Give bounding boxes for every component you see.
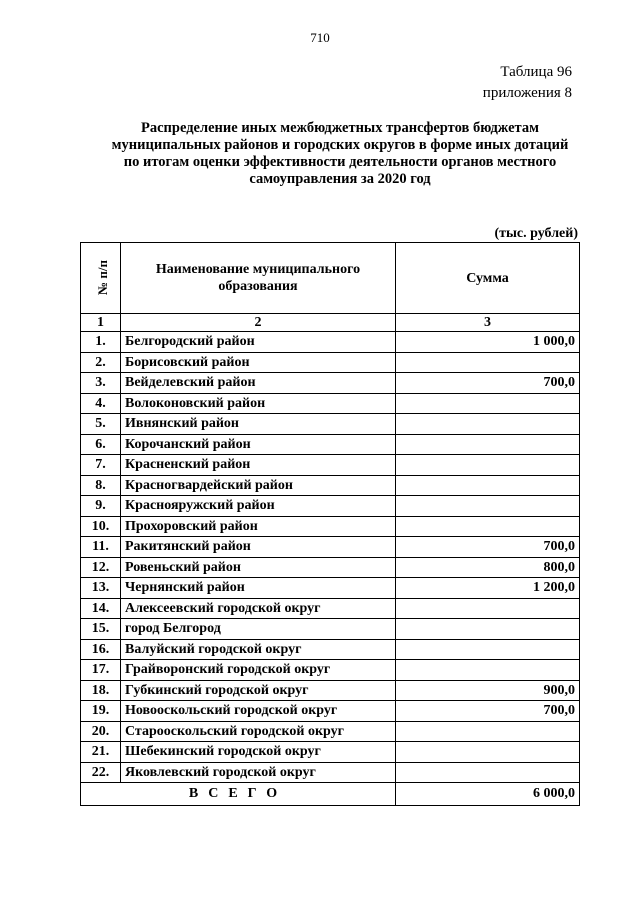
table-row xyxy=(81,516,580,537)
header-num: № п/п xyxy=(94,260,110,295)
row-sum xyxy=(396,393,580,414)
row-number: 6. xyxy=(81,434,121,455)
table-row xyxy=(81,455,580,476)
row-name: Чернянский район xyxy=(121,578,396,599)
row-name: Борисовский район xyxy=(121,352,396,373)
table-row xyxy=(81,680,580,701)
table-row xyxy=(81,578,580,599)
table-reference xyxy=(483,62,572,104)
row-number: 19. xyxy=(81,701,121,722)
table-row xyxy=(81,434,580,455)
table-row xyxy=(81,557,580,578)
row-number: 8. xyxy=(81,475,121,496)
table-row xyxy=(81,721,580,742)
row-sum xyxy=(396,660,580,681)
row-number: 17. xyxy=(81,660,121,681)
table-row xyxy=(81,414,580,435)
title-line1: Распределение иных межбюджетных трансфертов бюджетам xyxy=(141,120,539,136)
row-name: Шебекинский городской округ xyxy=(121,742,396,763)
row-number: 7. xyxy=(81,455,121,476)
row-sum: 1 200,0 xyxy=(396,578,580,599)
row-sum xyxy=(396,762,580,783)
row-sum xyxy=(396,434,580,455)
row-number: 9. xyxy=(81,496,121,517)
row-name: Новооскольский городской округ xyxy=(121,701,396,722)
row-name: Белгородский район xyxy=(121,332,396,353)
title-line3: по итогам оценки эффективности деятельности органов местного xyxy=(123,154,557,170)
row-sum xyxy=(396,352,580,373)
row-number: 5. xyxy=(81,414,121,435)
header-sum: Сумма xyxy=(396,243,580,314)
row-name: Алексеевский городской округ xyxy=(121,598,396,619)
table-row xyxy=(81,701,580,722)
row-number: 21. xyxy=(81,742,121,763)
row-sum xyxy=(396,742,580,763)
column-index-row xyxy=(81,314,580,332)
row-name: Ровеньский район xyxy=(121,557,396,578)
header-name: Наименование муниципального образования xyxy=(121,243,396,314)
header-num-cell xyxy=(81,243,121,314)
row-sum xyxy=(396,619,580,640)
total-label: ВСЕГО xyxy=(188,786,288,801)
row-number: 16. xyxy=(81,639,121,660)
table-body xyxy=(81,314,580,783)
row-sum xyxy=(396,516,580,537)
table-header-row xyxy=(81,243,580,314)
table-row xyxy=(81,352,580,373)
table-row xyxy=(81,496,580,517)
table-row xyxy=(81,475,580,496)
row-number: 12. xyxy=(81,557,121,578)
row-name: Ракитянский район xyxy=(121,537,396,558)
table-row xyxy=(81,393,580,414)
row-name: Грайворонский городской округ xyxy=(121,660,396,681)
table-row xyxy=(81,762,580,783)
row-name: Вейделевский район xyxy=(121,373,396,394)
index-col-2: 2 xyxy=(121,314,396,332)
row-sum xyxy=(396,455,580,476)
document-title xyxy=(90,120,590,188)
row-name: Волоконовский район xyxy=(121,393,396,414)
row-name: Старооскольский городской округ xyxy=(121,721,396,742)
row-name: Корочанский район xyxy=(121,434,396,455)
table-row xyxy=(81,619,580,640)
row-sum xyxy=(396,414,580,435)
table-ref-line1: Таблица 96 xyxy=(500,64,572,80)
total-row xyxy=(81,783,580,806)
row-number: 15. xyxy=(81,619,121,640)
row-sum xyxy=(396,598,580,619)
total-sum: 6 000,0 xyxy=(396,783,580,806)
row-number: 4. xyxy=(81,393,121,414)
row-sum: 700,0 xyxy=(396,373,580,394)
table-row xyxy=(81,373,580,394)
index-col-3: 3 xyxy=(396,314,580,332)
total-label-cell xyxy=(81,783,396,806)
title-line4: самоуправления за 2020 год xyxy=(249,171,431,187)
table-ref-line2: приложения 8 xyxy=(482,85,572,101)
row-name: Краснояружский район xyxy=(121,496,396,517)
row-name: Губкинский городской округ xyxy=(121,680,396,701)
row-name: город Белгород xyxy=(121,619,396,640)
table-row xyxy=(81,660,580,681)
index-col-1: 1 xyxy=(81,314,121,332)
row-sum: 1 000,0 xyxy=(396,332,580,353)
table-row xyxy=(81,639,580,660)
row-number: 14. xyxy=(81,598,121,619)
row-sum xyxy=(396,721,580,742)
row-number: 13. xyxy=(81,578,121,599)
row-number: 11. xyxy=(81,537,121,558)
row-number: 10. xyxy=(81,516,121,537)
row-sum xyxy=(396,639,580,660)
row-name: Прохоровский район xyxy=(121,516,396,537)
row-name: Красногвардейский район xyxy=(121,475,396,496)
row-number: 2. xyxy=(81,352,121,373)
page-number: 710 xyxy=(310,30,330,45)
title-line2: муниципальных районов и городских округов в форме иных дотаций xyxy=(111,137,569,153)
row-name: Красненский район xyxy=(121,455,396,476)
row-sum: 700,0 xyxy=(396,701,580,722)
transfers-table xyxy=(80,242,580,806)
row-number: 18. xyxy=(81,680,121,701)
row-name: Валуйский городской округ xyxy=(121,639,396,660)
row-number: 22. xyxy=(81,762,121,783)
row-sum xyxy=(396,475,580,496)
row-sum: 700,0 xyxy=(396,537,580,558)
row-number: 1. xyxy=(81,332,121,353)
row-sum: 800,0 xyxy=(396,557,580,578)
row-number: 20. xyxy=(81,721,121,742)
row-name: Ивнянский район xyxy=(121,414,396,435)
row-sum xyxy=(396,496,580,517)
row-name: Яковлевский городской округ xyxy=(121,762,396,783)
table-row xyxy=(81,742,580,763)
row-sum: 900,0 xyxy=(396,680,580,701)
table-row xyxy=(81,332,580,353)
table-row xyxy=(81,598,580,619)
units-label: (тыс. рублей) xyxy=(494,226,578,241)
table-row xyxy=(81,537,580,558)
row-number: 3. xyxy=(81,373,121,394)
